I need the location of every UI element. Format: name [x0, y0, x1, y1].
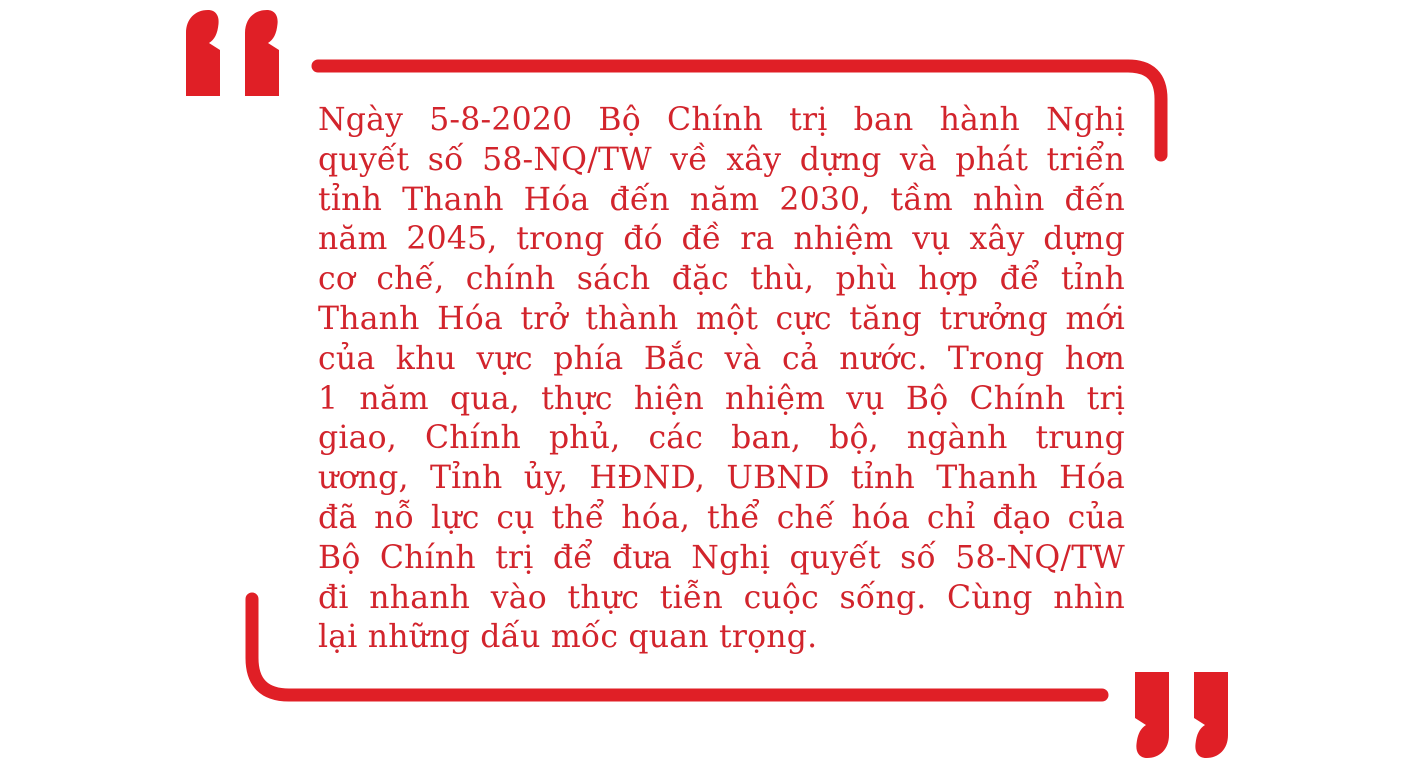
quote-text-line: Bộ Chính trị để đưa Nghị quyết số 58-NQ/TW: [318, 539, 1125, 576]
quote-text-line: của khu vực phía Bắc và cả nước. Trong hơn: [318, 340, 1125, 377]
quote-text-line: Ngày 5-8-2020 Bộ Chính trị ban hành Nghị: [318, 102, 1125, 138]
quote-text: [318, 101, 1125, 658]
quote-text-line: đi nhanh vào thực tiễn cuộc sống. Cùng nhìn: [318, 579, 1125, 616]
quote-text-line: lại những dấu mốc quan trọng.: [318, 619, 818, 656]
quote-text-line: năm 2045, trong đó đề ra nhiệm vụ xây dựng: [318, 221, 1125, 258]
quote-text-line: 1 năm qua, thực hiện nhiệm vụ Bộ Chính trị: [318, 380, 1125, 417]
quote-text-line: quyết số 58-NQ/TW về xây dựng và phát triển: [318, 141, 1125, 178]
quote-text-line: đã nỗ lực cụ thể hóa, thể chế hóa chỉ đạo của: [318, 499, 1125, 536]
quote-text-line: tỉnh Thanh Hóa đến năm 2030, tầm nhìn đến: [318, 181, 1125, 218]
quote-text-line: cơ chế, chính sách đặc thù, phù hợp để tỉnh: [318, 261, 1125, 298]
quote-text-line: giao, Chính phủ, các ban, bộ, ngành trung: [318, 420, 1125, 457]
opening-quote-icon: [186, 10, 285, 96]
closing-quote-icon: [1127, 672, 1230, 758]
quote-text-line: ương, Tỉnh ủy, HĐND, UBND tỉnh Thanh Hóa: [318, 460, 1125, 497]
quote-text-line: Thanh Hóa trở thành một cực tăng trưởng mới: [318, 300, 1125, 337]
